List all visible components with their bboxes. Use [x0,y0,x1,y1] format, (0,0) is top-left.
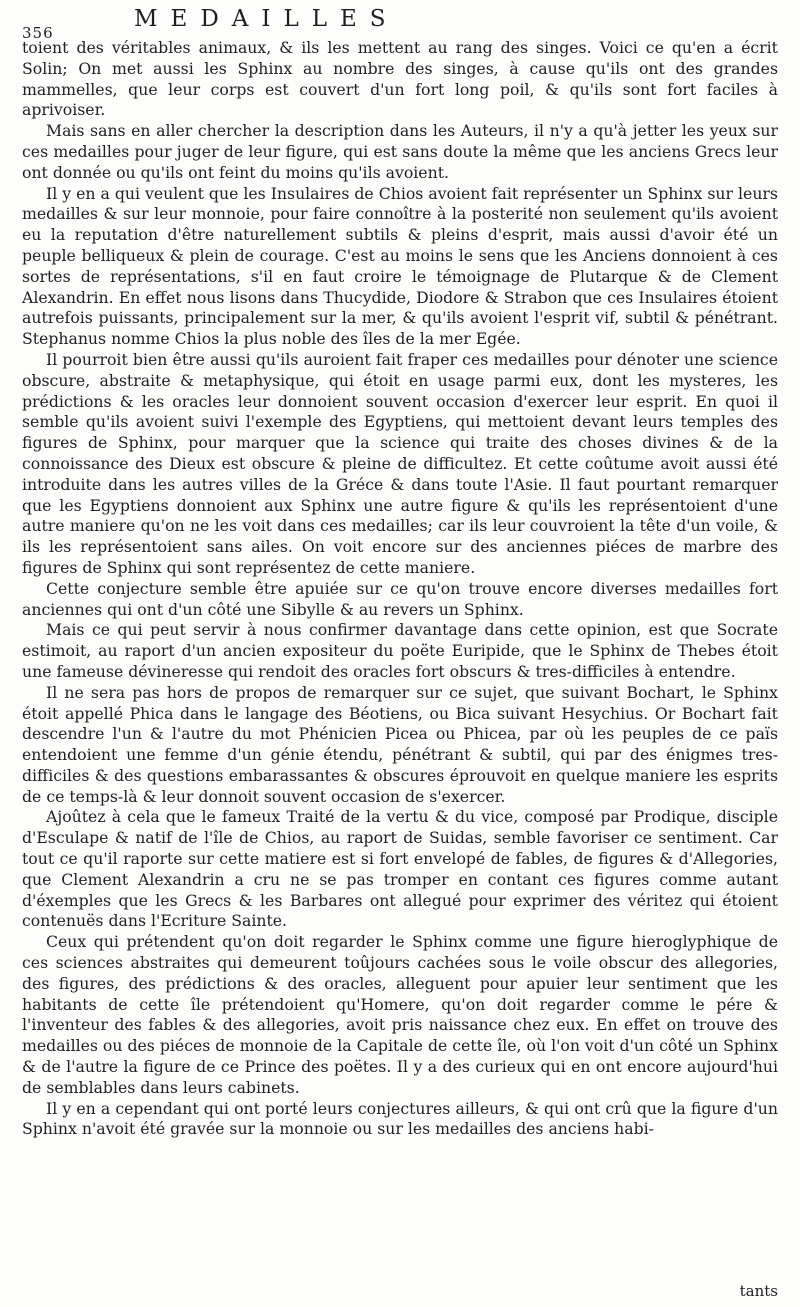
paragraph: Il pourroit bien être aussi qu'ils auroient fait fraper ces medailles pour dénoter une science obscure, abstraite & metaphysique, qui étoit en usage parmi eux, dont les mysteres, les prédictions & les oracles leur donnoient souvent occasion d'exercer leur esprit. En quoi il semble qu'ils avoient suivi l'exemple des Egyptiens, qui mettoient devant leurs temples des figures de Sphinx, pour marquer que la science qui traite des choses divines & de la connoissance des Dieux est obscure & pleine de difficultez. Et cette coûtume avoit aussi été introduite dans les autres villes de la Gréce & dans toute l'Asie. Il faut pourtant remarquer que les Egyptiens donnoient aux Sphinx une autre figure & qu'ils les représentoient d'une autre maniere qu'on ne les voit dans ces medailles; car ils leur couvroient la tête d'un voile, & ils les représentoient sans ailes. On voit encore sur des anciennes piéces de marbre des figures de Sphinx qui sont représentez de cette maniere. [22,349,778,577]
paragraph: Mais ce qui peut servir à nous confirmer davantage dans cette opinion, est que Socrate estimoit, au raport d'un ancien expositeur du poëte Euripide, que le Sphinx de Thebes étoit une fameuse dévineresse qui rendoit des oracles fort obscurs & tres-difficiles à entendre. [22,620,778,681]
page-header [22,6,778,42]
body-text [22,38,778,1140]
paragraph: Il y en a qui veulent que les Insulaires de Chios avoient fait représenter un Sphinx sur leurs medailles & sur leur monnoie, pour faire connoître à la posterité non seulement qu'ils avoient eu la reputation d'être naturellement subtils & pleins d'esprit, mais aussi d'avoir été un peuple belliqueux & plein de courage. C'est au moins le sens que les Anciens donnoient à ces sortes de représentations, s'il en faut croire le témoignage de Plutarque & de Clement Alexandrin. En effet nous lisons dans Thucydide, Diodore & Strabon que ces Insulaires étoient autrefois puissants, principalement sur la mer, & qu'ils avoient l'esprit vif, subtil & pénétrant. Stephanus nomme Chios la plus noble des îles de la mer Egée. [22,183,778,349]
running-title: MEDAILLES [134,6,399,32]
paragraph: Il y en a cependant qui ont porté leurs conjectures ailleurs, & qui ont crû que la figure d'un Sphinx n'avoit été gravée sur la monnoie ou sur les medailles des anciens habi- [22,1098,778,1139]
page-number: 356 [22,24,54,42]
paragraph: Mais sans en aller chercher la description dans les Auteurs, il n'y a qu'à jetter les yeux sur ces medailles pour juger de leur figure, qui est sans doute la même que les anciens Grecs leur ont donnée ou qu'ils ont feint du moins qu'ils avoient. [22,121,778,182]
paragraph: Il ne sera pas hors de propos de remarquer sur ce sujet, que suivant Bochart, le Sphinx étoit appellé Phica dans le langage des Béotiens, ou Bica suivant Hesychius. Or Bochart fait descendre l'un & l'autre du mot Phénicien Picea ou Phicea, par où les peuples de ce païs entendoient une femme d'un génie étendu, pénétrant & subtil, qui par des énigmes tres-difficiles & des questions embarassantes & obscures éprouvoit en quelque maniere les esprits de ce temps-là & leur donnoit souvent occasion de s'exercer. [22,682,778,806]
paragraph: Ceux qui prétendent qu'on doit regarder le Sphinx comme une figure hieroglyphique de ces sciences abstraites qui demeurent toûjours cachées sous le voile obscur des allegories, des figures, des prédictions & des oracles, alleguent pour apuier leur sentiment que les habitants de cette île prétendoient qu'Homere, qu'on doit regarder comme le pére & l'inventeur des fables & des allegories, avoit pris naissance chez eux. En effet on trouve des medailles ou des piéces de monnoie de la Capitale de cette île, où l'on voit d'un côté un Sphinx & de l'autre la figure de ce Prince des poëtes. Il y a des curieux qui en ont encore aujourd'hui de semblables dans leurs cabinets. [22,932,778,1097]
paragraph: toient des véritables animaux, & ils les mettent au rang des singes. Voici ce qu'en a écrit Solin; On met aussi les Sphinx au nombre des singes, à cause qu'ils ont des grandes mammelles, que leur corps est couvert d'un fort long poil, & qu'ils sont fort faciles à aprivoiser. [22,38,778,120]
paragraph: Ajoûtez à cela que le fameux Traité de la vertu & du vice, composé par Prodique, disciple d'Esculape & natif de l'île de Chios, au raport de Suidas, semble favoriser ce sentiment. Car tout ce qu'il raporte sur cette matiere est si fort envelopé de fables, de figures & d'Allegories, que Clement Alexandrin a cru ne se pas tromper en contant ces figures comme autant d'éxemples que les Grecs & les Barbares ont allegué pour exprimer des véritez qui étoient contenuës dans l'Ecriture Sainte. [22,807,778,931]
paragraph: Cette conjecture semble être apuiée sur ce qu'on trouve encore diverses medailles fort anciennes qui ont d'un côté une Sibylle & au revers un Sphinx. [22,578,778,619]
catchword: tants [739,1282,778,1300]
